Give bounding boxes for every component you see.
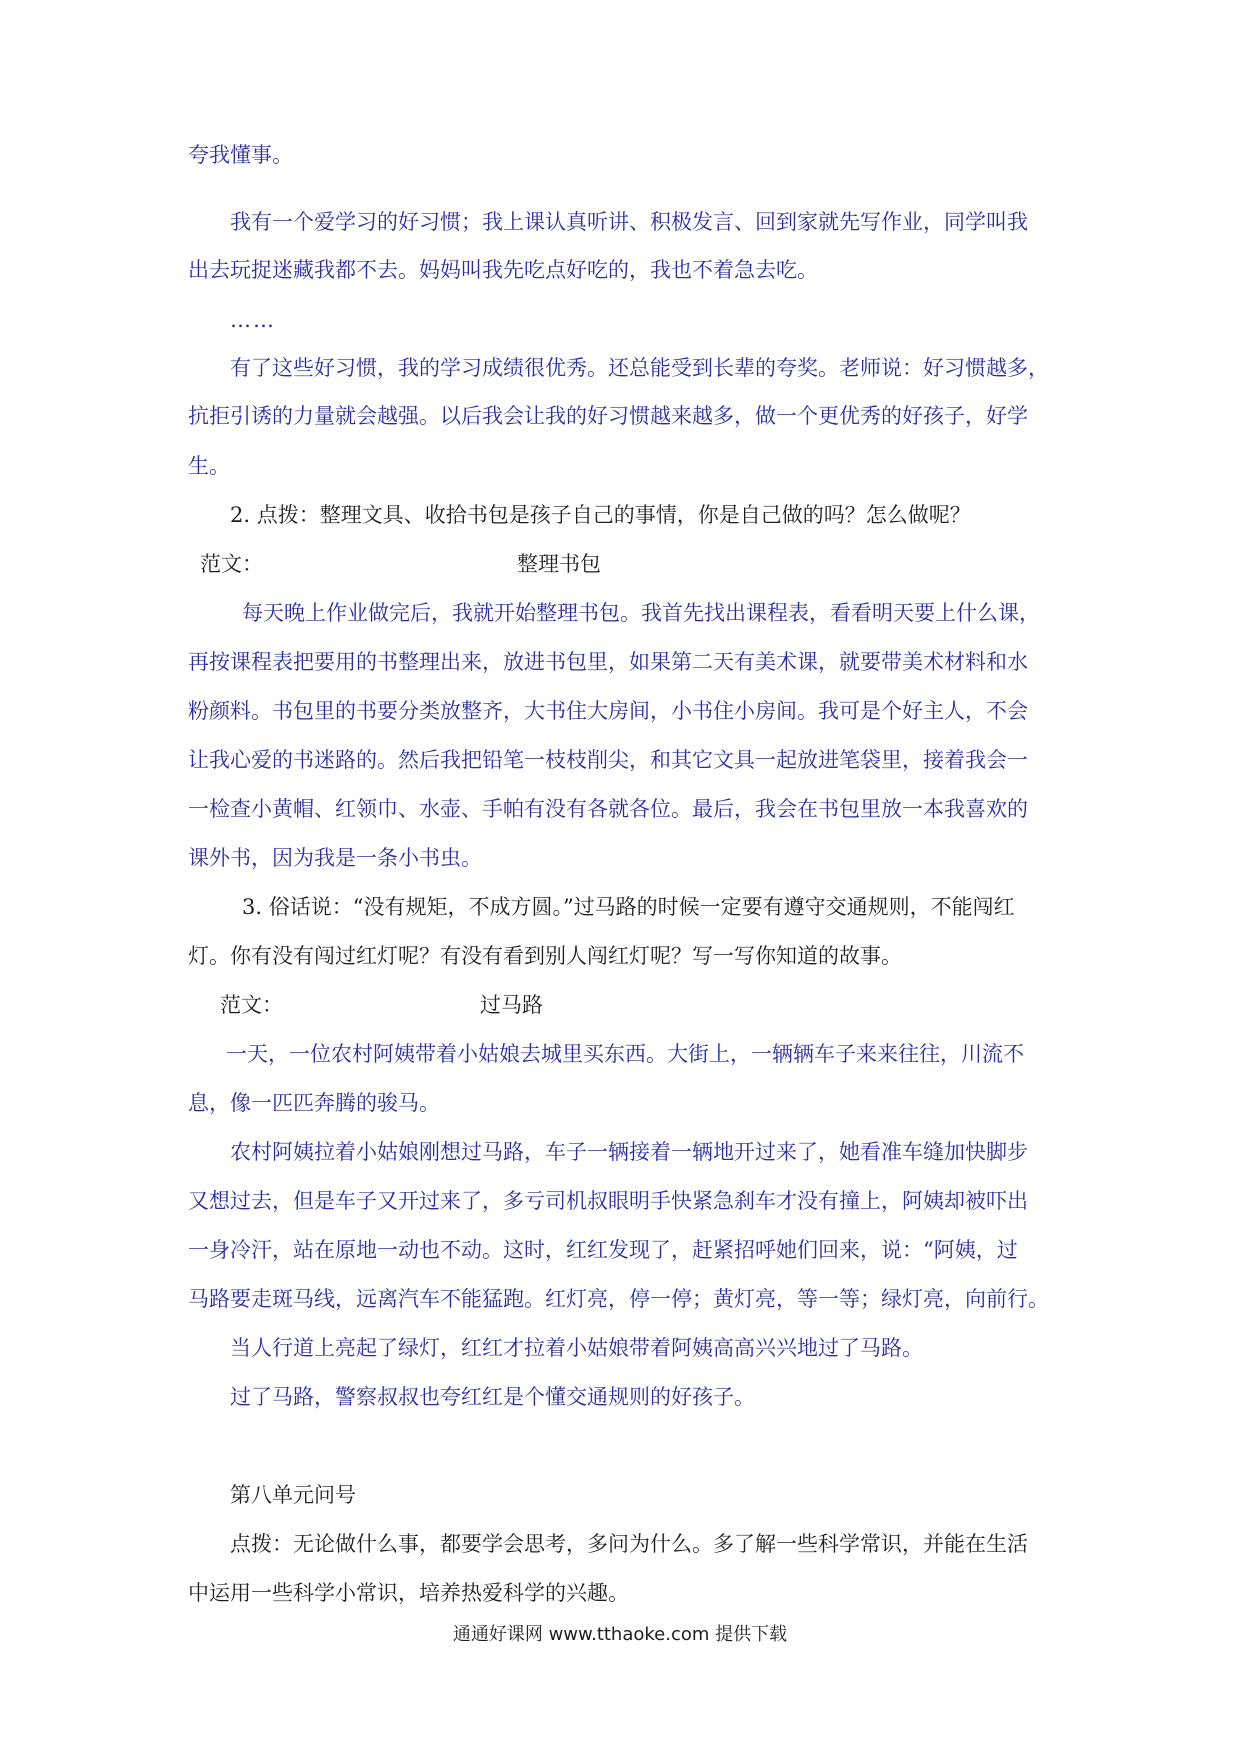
essay-line: 每天晚上作业做完后，我就开始整理书包。我首先找出课程表，看看明天要上什么课，	[242, 601, 1040, 625]
essay-line: 息，像一匹匹奔腾的骏马。	[188, 1091, 440, 1115]
question-prompt: 3. 俗话说：“没有规矩，不成方圆。”过马路的时候一定要有遵守交通规则，不能闯红	[242, 895, 1015, 919]
essay-line: 生。	[188, 454, 230, 478]
essay-line: 抗拒引诱的力量就会越强。以后我会让我的好习惯越来越多，做一个更优秀的好孩子，好学	[188, 404, 1028, 428]
essay-line: 又想过去，但是车子又开过来了，多亏司机叔眼明手快紧急刹车才没有撞上，阿姨却被吓出	[188, 1189, 1028, 1213]
question-prompt: 2. 点拨：整理文具、收拾书包是孩子自己的事情，你是自己做的吗？怎么做呢？	[230, 503, 971, 527]
essay-line: 有了这些好习惯，我的学习成绩很优秀。还总能受到长辈的夸奖。老师说：好习惯越多，	[230, 356, 1049, 380]
question-prompt: 灯。你有没有闯过红灯呢？有没有看到别人闯红灯呢？写一写你知道的故事。	[188, 944, 902, 968]
essay-title: 过马路	[480, 993, 543, 1017]
page-footer: 通通好课网 www.tthaoke.com 提供下载	[452, 1624, 788, 1645]
essay-line: 夸我懂事。	[188, 143, 293, 167]
essay-line: 一检查小黄帽、红领巾、水壶、手帕有没有各就各位。最后，我会在书包里放一本我喜欢的	[188, 797, 1028, 821]
ellipsis: ……	[230, 308, 276, 332]
essay-line: 课外书，因为我是一条小书虫。	[188, 846, 482, 870]
essay-line: 一身冷汗，站在原地一动也不动。这时，红红发现了，赶紧招呼她们回来，说：“阿姨，过	[188, 1238, 1018, 1262]
sample-label: 范文：	[220, 993, 283, 1017]
tip-line: 点拨：无论做什么事，都要学会思考，多问为什么。多了解一些科学常识，并能在生活	[230, 1532, 1028, 1556]
essay-line: 让我心爱的书迷路的。然后我把铅笔一枝枝削尖，和其它文具一起放进笔袋里，接着我会一	[188, 748, 1028, 772]
essay-line: 当人行道上亮起了绿灯，红红才拉着小姑娘带着阿姨高高兴兴地过了马路。	[230, 1336, 923, 1360]
essay-line: 出去玩捉迷藏我都不去。妈妈叫我先吃点好吃的，我也不着急去吃。	[188, 258, 818, 282]
essay-line: 马路要走斑马线，远离汽车不能猛跑。红灯亮，停一停；黄灯亮，等一等；绿灯亮，向前行。	[188, 1287, 1049, 1311]
essay-title: 整理书包	[517, 552, 601, 576]
essay-line: 过了马路，警察叔叔也夸红红是个懂交通规则的好孩子。	[230, 1385, 755, 1409]
essay-line: 粉颜料。书包里的书要分类放整齐，大书住大房间，小书住小房间。我可是个好主人，不会	[188, 699, 1028, 723]
unit-heading: 第八单元问号	[230, 1483, 356, 1507]
essay-line: 再按课程表把要用的书整理出来，放进书包里，如果第二天有美术课，就要带美术材料和水	[188, 650, 1028, 674]
essay-line: 一天，一位农村阿姨带着小姑娘去城里买东西。大街上，一辆辆车子来来往往，川流不	[226, 1042, 1024, 1066]
essay-line: 我有一个爱学习的好习惯；我上课认真听讲、积极发言、回到家就先写作业，同学叫我	[230, 210, 1028, 234]
tip-line: 中运用一些科学小常识，培养热爱科学的兴趣。	[188, 1581, 629, 1605]
essay-line: 农村阿姨拉着小姑娘刚想过马路，车子一辆接着一辆地开过来了，她看准车缝加快脚步	[230, 1140, 1028, 1164]
sample-label: 范文：	[200, 552, 263, 576]
